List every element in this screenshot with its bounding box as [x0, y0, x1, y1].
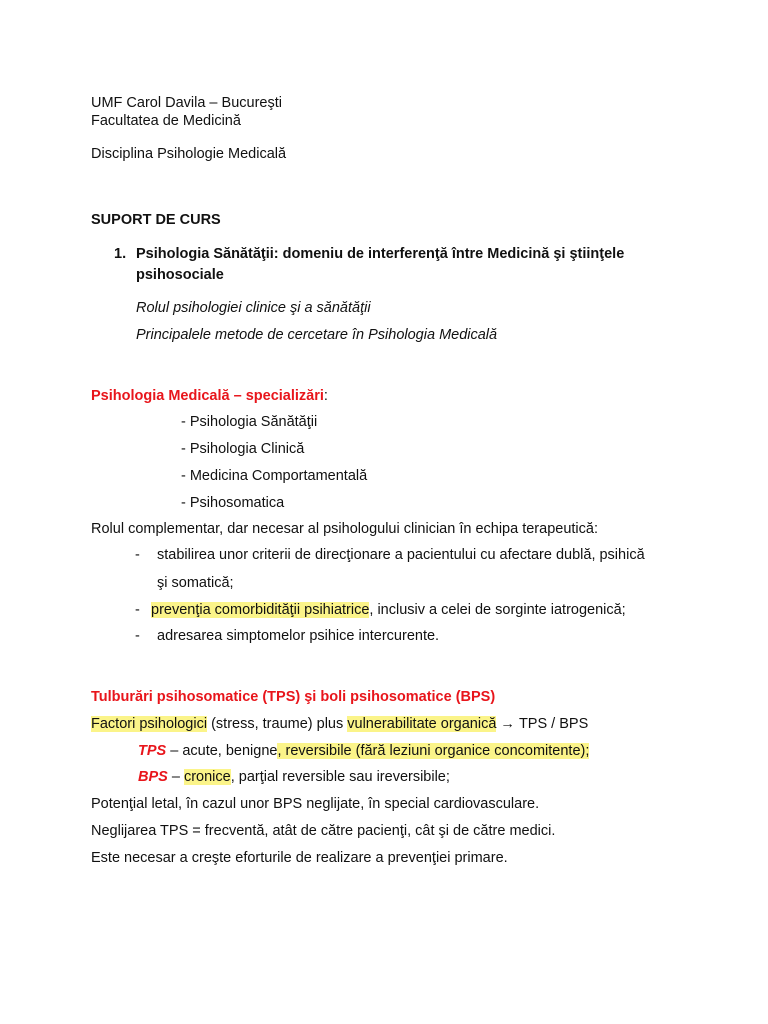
- section-number: 1.: [114, 246, 127, 262]
- factors-mid: (stress, traume) plus: [207, 716, 348, 732]
- bps-mid: –: [167, 769, 184, 785]
- tps-highlight: , reversibile (fără leziuni organice concomitente);: [277, 743, 590, 759]
- section-heading-line1: Psihologia Sănătăţii: domeniu de interferenţă între Medicină şi ştiinţele: [136, 246, 625, 262]
- bps-rest: , parţial reversible sau ireversibile;: [230, 769, 450, 785]
- tps-bps-heading: Tulburări psihosomatice (TPS) şi boli psihosomatice (BPS): [91, 689, 496, 705]
- bps-label: BPS: [138, 769, 168, 785]
- list-dash: -: [135, 602, 140, 618]
- factors-highlight-2: vulnerabilitate organică: [347, 716, 497, 732]
- lethal-potential-line: Potenţial letal, în cazul unor BPS neglijate, în special cardiovasculare.: [91, 796, 540, 812]
- factors-highlight-1: Factori psihologici: [91, 716, 208, 732]
- specializations-heading-text: Psihologia Medicală – specializări: [91, 388, 324, 404]
- tps-label: TPS: [138, 743, 167, 759]
- role-item-1-line1: stabilirea unor criterii de direcţionare a pacientului cu afectare dublă, psihică: [157, 547, 645, 563]
- faculty-name: Facultatea de Medicină: [91, 113, 241, 129]
- document-title: SUPORT DE CURS: [91, 212, 221, 228]
- specialization-item: - Psihosomatica: [181, 495, 285, 511]
- specialization-item: - Psihologia Sănătăţii: [181, 414, 318, 430]
- role-item-3: adresarea simptomelor psihice intercurente.: [157, 628, 440, 644]
- bps-line: [138, 768, 450, 786]
- specialization-item: - Psihologia Clinică: [181, 441, 305, 457]
- list-dash: -: [135, 547, 140, 563]
- specialization-item: - Medicina Comportamentală: [181, 468, 368, 484]
- section-heading-line2: psihosociale: [136, 267, 224, 283]
- role-item-1-line2: şi somatică;: [157, 575, 234, 591]
- section-subtopic-2: Principalele metode de cercetare în Psihologia Medicală: [136, 327, 498, 343]
- role-item-2-highlight: prevenţia comorbidităţii psihiatrice: [151, 602, 370, 618]
- neglect-line: Neglijarea TPS = frecventă, atât de către pacienţi, cât şi de către medici.: [91, 823, 556, 839]
- specializations-colon: :: [323, 388, 328, 404]
- role-item-2-rest: , inclusiv a celei de sorginte iatrogenică;: [369, 602, 626, 618]
- list-dash: -: [135, 628, 140, 644]
- discipline-name: Disciplina Psihologie Medicală: [91, 146, 287, 162]
- factors-line: [91, 715, 588, 733]
- role-item-2: [151, 601, 626, 619]
- specializations-heading: [91, 387, 328, 405]
- tps-mid: – acute, benigne: [166, 743, 278, 759]
- section-subtopic-1: Rolul psihologiei clinice şi a sănătăţii: [136, 300, 371, 316]
- role-intro: Rolul complementar, dar necesar al psihologului clinician în echipa terapeutică:: [91, 521, 598, 537]
- tps-line: [138, 742, 589, 760]
- institution-name: UMF Carol Davila – Bucureşti: [91, 95, 282, 111]
- factors-end: TPS / BPS: [518, 716, 589, 732]
- arrow-right-icon: →: [496, 716, 519, 732]
- prevention-line: Este necesar a creşte eforturile de realizare a prevenţiei primare.: [91, 850, 508, 866]
- bps-highlight: cronice: [183, 769, 231, 785]
